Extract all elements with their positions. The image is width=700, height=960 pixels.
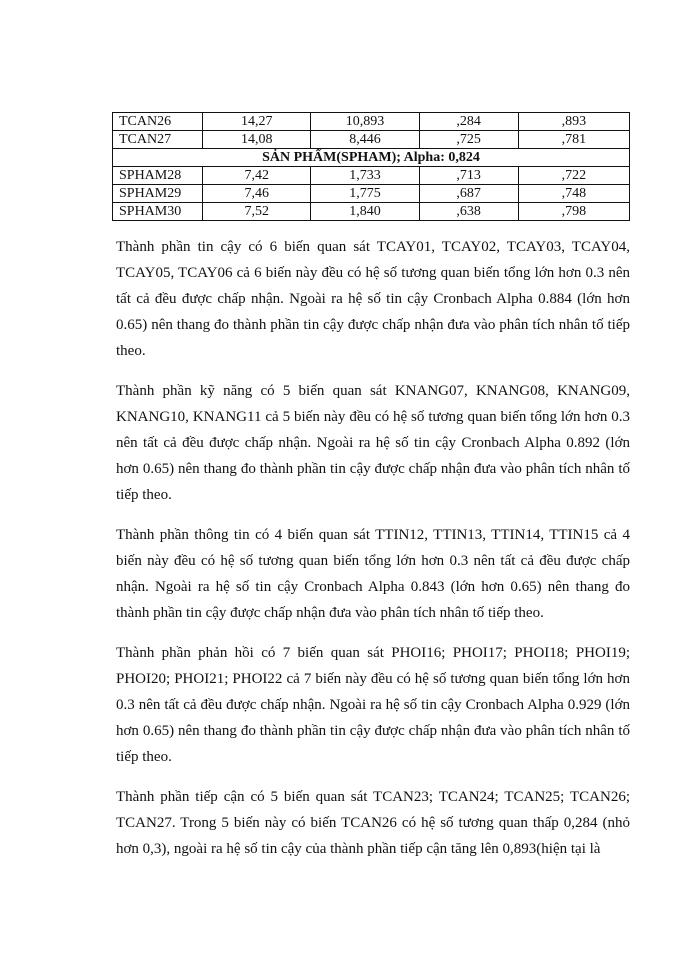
table-row [113,185,630,203]
body-text [116,234,630,876]
correlation-cell: ,687 [419,185,518,203]
correlation-cell: ,638 [419,203,518,221]
variance-cell: 1,840 [311,203,419,221]
group-header: SẢN PHẨM(SPHAM); Alpha: 0,824 [113,149,630,167]
mean-cell: 7,42 [203,167,311,185]
variable-cell: SPHAM30 [113,203,203,221]
alpha-deleted-cell: ,798 [518,203,629,221]
mean-cell: 7,46 [203,185,311,203]
paragraph-information: Thành phần thông tin có 4 biến quan sát TTIN12, TTIN13, TTIN14, TTIN15 cả 4 biến này đều có hệ số tương quan biến tổng lớn hơn 0.3 nên tất cả đều được chấp nhận. Ngoài ra hệ số tin cậy Cronbach Alpha 0.843 (lớn hơn 0.65) nên thang đo thành phần tin cậy được chấp nhận đưa vào phân tích nhân tố tiếp theo. [116,527,630,621]
paragraph-reliability: Thành phần tin cậy có 6 biến quan sát TCAY01, TCAY02, TCAY03, TCAY04, TCAY05, TCAY06 cả 6 biến này đều có hệ số tương quan biến tổng lớn hơn 0.3 nên tất cả đều được chấp nhận. Ngoài ra hệ số tin cậy Cronbach Alpha 0.884 (lớn hơn 0.65) nên thang đo thành phần tin cậy được chấp nhận đưa vào phân tích nhân tố tiếp theo. [116,239,630,359]
reliability-table [112,112,630,221]
alpha-deleted-cell: ,893 [518,113,629,131]
table-row [113,131,630,149]
paragraph-feedback: Thành phần phản hồi có 7 biến quan sát PHOI16; PHOI17; PHOI18; PHOI19; PHOI20; PHOI21; PHOI22 cả 7 biến này đều có hệ số tương quan biến tổng lớn hơn 0.3 nên tất cả đều được chấp nhận. Ngoài ra hệ số tin cậy Cronbach Alpha 0.929 (lớn hơn 0.65) nên thang đo thành phần tin cậy được chấp nhận đưa vào phân tích nhân tố tiếp theo. [116,645,630,765]
alpha-deleted-cell: ,781 [518,131,629,149]
variable-cell: SPHAM28 [113,167,203,185]
paragraph-skills: Thành phần kỹ năng có 5 biến quan sát KNANG07, KNANG08, KNANG09, KNANG10, KNANG11 cả 5 biến này đều có hệ số tương quan biến tổng lớn hơn 0.3 nên tất cả đều được chấp nhận. Ngoài ra hệ số tin cậy Cronbach Alpha 0.892 (lớn hơn 0.65) nên thang đo thành phần tin cậy được chấp nhận đưa vào phân tích nhân tố tiếp theo. [116,383,630,503]
variable-cell: SPHAM29 [113,185,203,203]
correlation-cell: ,284 [419,113,518,131]
group-header-row [113,149,630,167]
correlation-cell: ,713 [419,167,518,185]
paragraph-access: Thành phần tiếp cận có 5 biến quan sát TCAN23; TCAN24; TCAN25; TCAN26; TCAN27. Trong 5 biến này có biến TCAN26 có hệ số tương quan thấp 0,284 (nhỏ hơn 0,3), ngoài ra hệ số tin cậy của thành phần tiếp cận tăng lên 0,893(hiện tại là [116,789,630,857]
table-row [113,113,630,131]
mean-cell: 14,08 [203,131,311,149]
mean-cell: 7,52 [203,203,311,221]
variance-cell: 10,893 [311,113,419,131]
alpha-deleted-cell: ,748 [518,185,629,203]
mean-cell: 14,27 [203,113,311,131]
variable-cell: TCAN27 [113,131,203,149]
table-row [113,203,630,221]
correlation-cell: ,725 [419,131,518,149]
variance-cell: 1,733 [311,167,419,185]
variance-cell: 8,446 [311,131,419,149]
alpha-deleted-cell: ,722 [518,167,629,185]
variable-cell: TCAN26 [113,113,203,131]
variance-cell: 1,775 [311,185,419,203]
table-row [113,167,630,185]
